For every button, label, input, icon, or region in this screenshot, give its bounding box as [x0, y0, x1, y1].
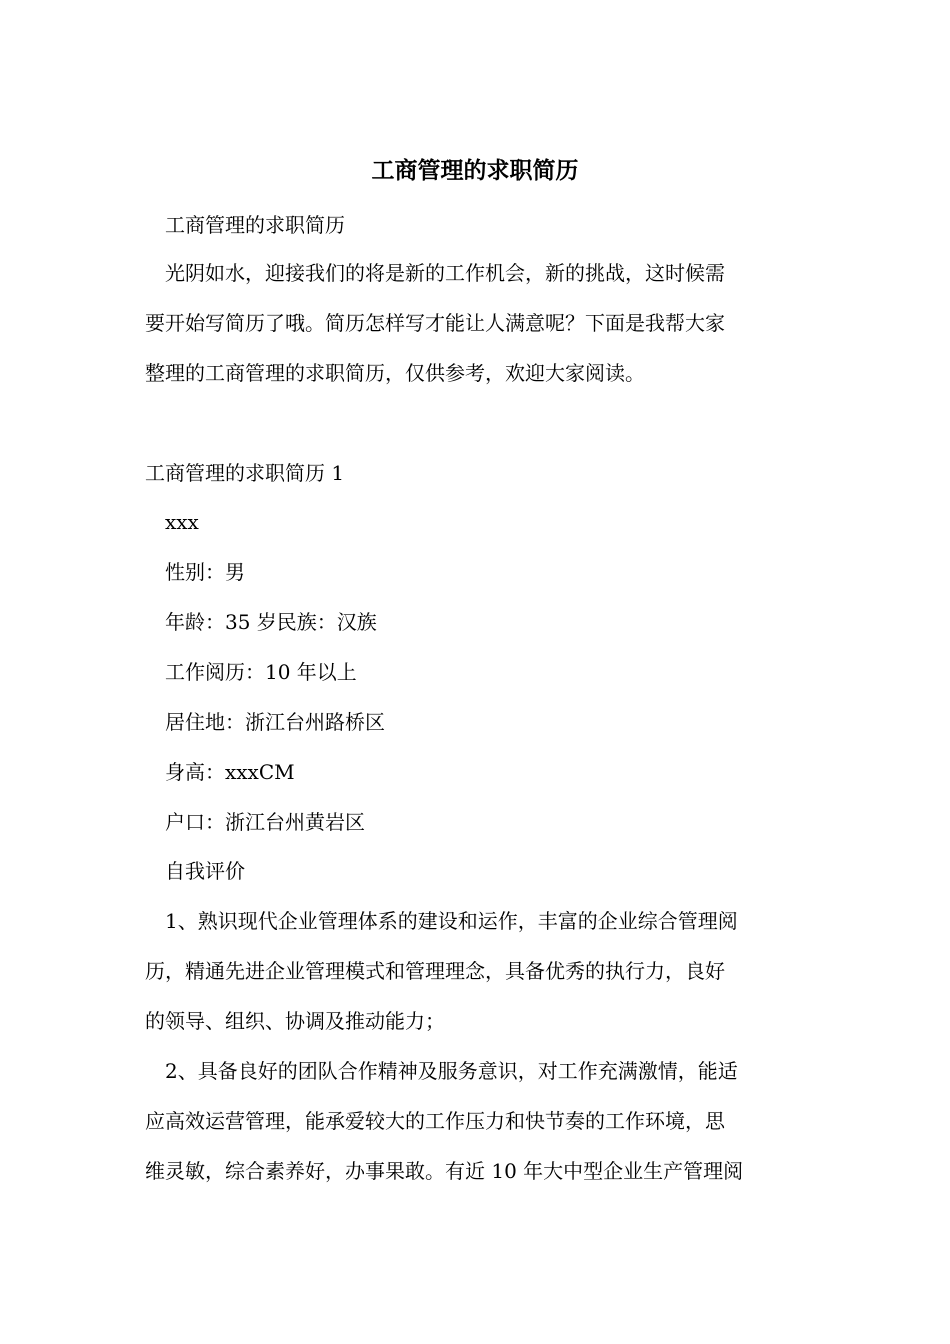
item-line: 历，精通先进企业管理模式和管理理念，具备优秀的执行力，良好 — [145, 959, 725, 983]
name-field: xxx — [165, 510, 199, 534]
gender-field: 性别：男 — [165, 560, 245, 584]
item-line: 的领导、组织、协调及推动能力； — [145, 1009, 445, 1033]
intro-paragraph — [145, 248, 805, 398]
age-field: 年龄：35 岁民族：汉族 — [165, 610, 377, 634]
self-eval-item-2 — [145, 1046, 805, 1196]
section-heading: 工商管理的求职简历 1 — [145, 461, 345, 485]
item-line: 2、具备良好的团队合作精神及服务意识，对工作充满激情，能适 — [165, 1059, 738, 1083]
subtitle: 工商管理的求职简历 — [165, 213, 345, 237]
experience-field: 工作阅历：10 年以上 — [165, 660, 357, 684]
intro-line: 整理的工商管理的求职简历，仅供参考，欢迎大家阅读。 — [145, 361, 645, 385]
intro-line: 光阴如水，迎接我们的将是新的工作机会，新的挑战，这时候需 — [165, 261, 725, 285]
document-title: 工商管理的求职简历 — [371, 157, 579, 184]
item-line: 维灵敏，综合素养好，办事果敢。有近 10 年大中型企业生产管理阅 — [145, 1159, 744, 1183]
intro-line: 要开始写简历了哦。简历怎样写才能让人满意呢？下面是我帮大家 — [145, 311, 725, 335]
height-field: 身高：xxxCM — [165, 760, 295, 784]
hukou-field: 户口：浙江台州黄岩区 — [165, 810, 365, 834]
item-line: 应高效运营管理，能承爱较大的工作压力和快节奏的工作环境，思 — [145, 1109, 725, 1133]
self-eval-item-1 — [145, 896, 805, 1046]
residence-field: 居住地：浙江台州路桥区 — [165, 710, 385, 734]
item-line: 1、熟识现代企业管理体系的建设和运作，丰富的企业综合管理阅 — [165, 909, 738, 933]
self-eval-heading: 自我评价 — [165, 859, 245, 883]
